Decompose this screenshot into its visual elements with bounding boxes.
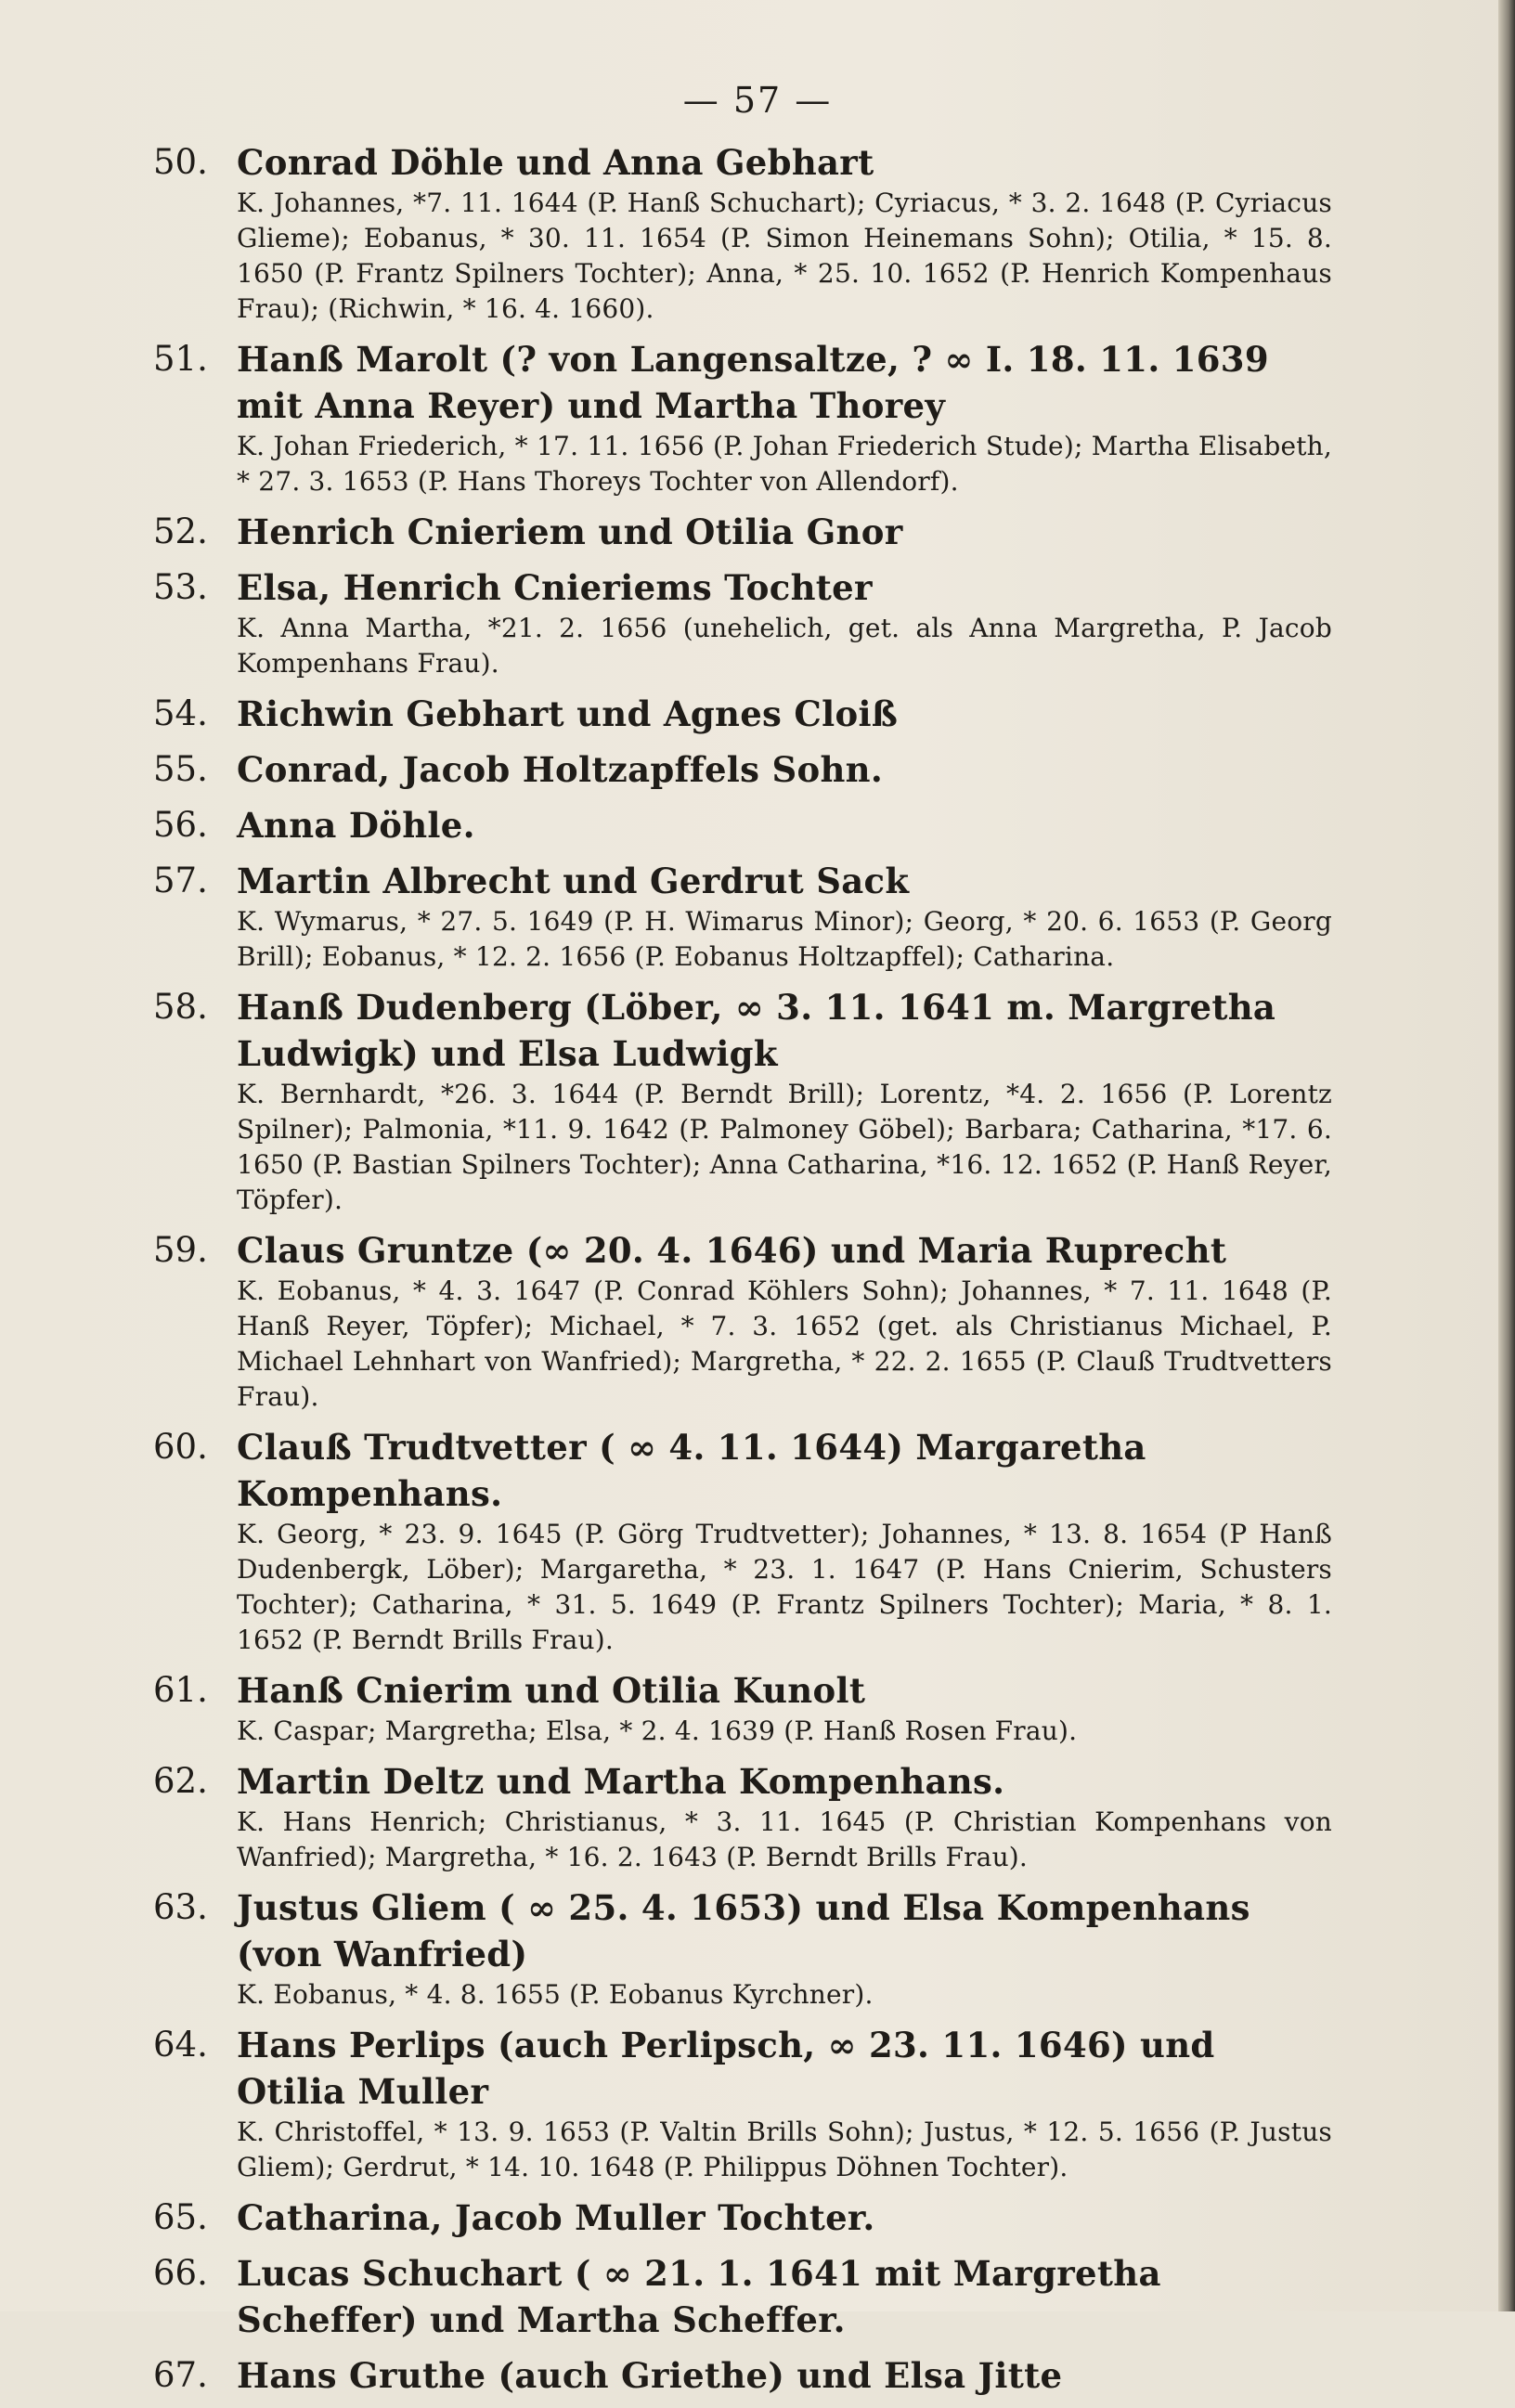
entry-children: K. Wymarus, * 27. 5. 1649 (P. H. Wimarus Minor); Georg, * 20. 6. 1653 (P. Georg Brill); Eobanus, * 12. 2. 1656 (P. Eobanus Holtzapffel); Catharina. [237, 906, 1332, 972]
entry [153, 858, 1332, 975]
entry-children: K. Hans Henrich; Christianus, * 3. 11. 1645 (P. Christian Kompenhans von Wanfried); Margretha, * 16. 2. 1643 (P. Berndt Brills Frau). [237, 1806, 1332, 1872]
entry-number: 61. [153, 1670, 208, 1710]
entry-heading: Hanß Marolt (? von Langensaltze, ? ∞ I. 18. 11. 1639 mit Anna Reyer) und Martha Thorey [237, 339, 1269, 426]
entry [153, 802, 1332, 848]
entry [153, 984, 1332, 1218]
entry [153, 564, 1332, 681]
entry-number: 66. [153, 2253, 208, 2293]
entry-number: 55. [153, 749, 208, 789]
entry-number: 56. [153, 805, 208, 845]
entry [153, 2194, 1332, 2241]
entry-number: 57. [153, 861, 208, 900]
entry-children: K. Georg, * 23. 9. 1645 (P. Görg Trudtvetter); Johannes, * 13. 8. 1654 (P Hanß Dudenbergk, Löber); Margaretha, * 23. 1. 1647 (P. Hans Cnierim, Schusters Tochter); Catharina, * 31. 5. 1649 (P. Frantz Spilners Tochter); Maria, * 8. 1. 1652 (P. Berndt Brills Frau). [237, 1519, 1332, 1655]
entry-children: K. Christoffel, * 13. 9. 1653 (P. Valtin Brills Sohn); Justus, * 12. 5. 1656 (P. Justus Gliem); Gerdrut, * 14. 10. 1648 (P. Philippus Döhnen Tochter). [237, 2117, 1332, 2182]
entry-number: 53. [153, 567, 208, 607]
entry-heading: Catharina, Jacob Muller Tochter. [237, 2197, 875, 2238]
entry-number: 65. [153, 2197, 208, 2237]
entry-heading: Martin Deltz und Martha Kompenhans. [237, 1761, 1005, 1802]
entry [153, 1667, 1332, 1749]
entry-heading: Hans Perlips (auch Perlipsch, ∞ 23. 11. 1646) und Otilia Muller [237, 2025, 1215, 2112]
entry-list [153, 139, 1332, 2408]
entry-number: 64. [153, 2025, 208, 2065]
entry-heading: Henrich Cnieriem und Otilia Gnor [237, 511, 903, 552]
entry [153, 746, 1332, 793]
entry [153, 2022, 1332, 2185]
entry-number: 67. [153, 2355, 208, 2395]
entry-number: 58. [153, 987, 208, 1027]
entry-number: 59. [153, 1230, 208, 1270]
entry-heading: Hanß Cnierim und Otilia Kunolt [237, 1670, 866, 1711]
entry [153, 1227, 1332, 1415]
entry [153, 509, 1332, 555]
entry-heading: Clauß Trudtvetter ( ∞ 4. 11. 1644) Margaretha Kompenhans. [237, 1427, 1146, 1514]
entry [153, 336, 1332, 499]
entry [153, 1758, 1332, 1875]
entry-heading: Anna Döhle. [237, 805, 475, 846]
entry-heading: Hans Gruthe (auch Griethe) und Elsa Jitte [237, 2355, 1063, 2396]
entry-heading: Richwin Gebhart und Agnes Cloiß [237, 693, 899, 734]
entry-heading: Martin Albrecht und Gerdrut Sack [237, 861, 910, 901]
entry-number: 63. [153, 1887, 208, 1927]
entry-number: 60. [153, 1427, 208, 1467]
entry-number: 52. [153, 511, 208, 551]
entry [153, 1424, 1332, 1658]
entry-heading: Elsa, Henrich Cnieriems Tochter [237, 567, 873, 608]
entry [153, 139, 1332, 327]
entry-children: K. Johannes, *7. 11. 1644 (P. Hanß Schuchart); Cyriacus, * 3. 2. 1648 (P. Cyriacus Glieme); Eobanus, * 30. 11. 1654 (P. Simon Heinemans Sohn); Otilia, * 15. 8. 1650 (P. Frantz Spilners Tochter); Anna, * 25. 10. 1652 (P. Henrich Kompenhaus Frau); (Richwin, * 16. 4. 1660). [237, 188, 1332, 324]
entry-number: 50. [153, 142, 208, 182]
entry-number: 62. [153, 1761, 208, 1801]
entry-heading: Conrad Döhle und Anna Gebhart [237, 142, 874, 183]
entry-children: K. Eobanus, * 4. 3. 1647 (P. Conrad Köhlers Sohn); Johannes, * 7. 11. 1648 (P. Hanß Reyer, Töpfer); Michael, * 7. 3. 1652 (get. als Christianus Michael, P. Michael Lehnhart von Wanfried); Margretha, * 22. 2. 1655 (P. Clauß Trudtvetters Frau). [237, 1275, 1332, 1412]
entry [153, 1884, 1332, 2013]
entry-heading: Conrad, Jacob Holtzapffels Sohn. [237, 749, 884, 790]
entry-children: K. Caspar; Margretha; Elsa, * 2. 4. 1639 (P. Hanß Rosen Frau). [237, 1715, 1078, 1746]
entry [153, 2352, 1332, 2399]
entry [153, 691, 1332, 737]
entry-heading: Justus Gliem ( ∞ 25. 4. 1653) und Elsa Kompenhans (von Wanfried) [237, 1887, 1250, 1974]
entry-heading: Claus Gruntze (∞ 20. 4. 1646) und Maria Ruprecht [237, 1230, 1227, 1271]
entry-children: K. Johan Friederich, * 17. 11. 1656 (P. Johan Friederich Stude); Martha Elisabeth, * 27. 3. 1653 (P. Hans Thoreys Tochter von Allendorf). [237, 431, 1332, 497]
book-gutter [1498, 0, 1515, 2311]
entry-children: K. Bernhardt, *26. 3. 1644 (P. Berndt Brill); Lorentz, *4. 2. 1656 (P. Lorentz Spilner); Palmonia, *11. 9. 1642 (P. Palmoney Göbel); Barbara; Catharina, *17. 6. 1650 (P. Bastian Spilners Tochter); Anna Catharina, *16. 12. 1652 (P. Hanß Reyer, Töpfer). [237, 1079, 1332, 1215]
entry-heading: Lucas Schuchart ( ∞ 21. 1. 1641 mit Margretha Scheffer) und Martha Scheffer. [237, 2253, 1161, 2340]
page-number: — 57 — [682, 80, 833, 121]
entry-heading: Hanß Dudenberg (Löber, ∞ 3. 11. 1641 m. Margretha Ludwigk) und Elsa Ludwigk [237, 987, 1276, 1074]
entry [153, 2250, 1332, 2343]
entry-number: 51. [153, 339, 208, 379]
entry-children: K. Eobanus, * 4. 8. 1655 (P. Eobanus Kyrchner). [237, 1979, 874, 2010]
entry-children: K. Anna Martha, *21. 2. 1656 (unehelich, get. als Anna Margretha, P. Jacob Kompenhans Frau). [237, 613, 1332, 679]
entry-number: 54. [153, 693, 208, 733]
